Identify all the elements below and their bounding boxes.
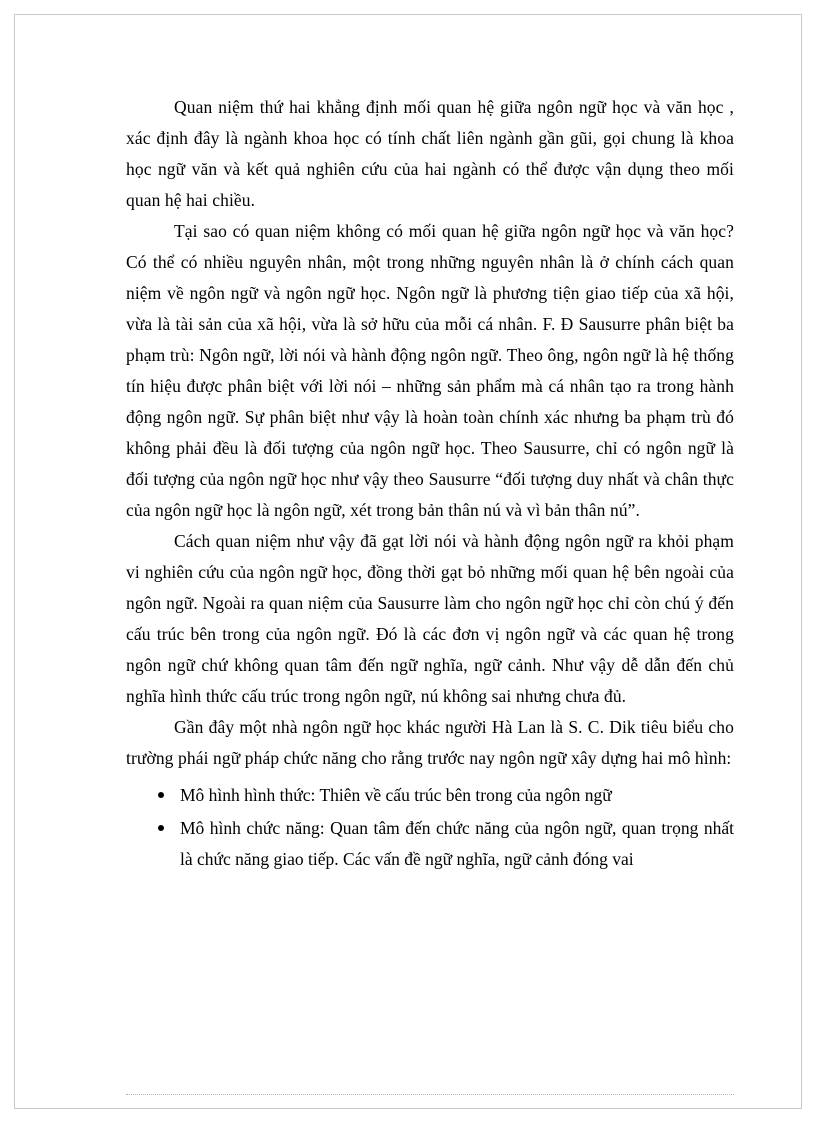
- paragraph-3: Cách quan niệm như vậy đã gạt lời nói và hành động ngôn ngữ ra khỏi phạm vi nghiên cứu của ngôn ngữ học, đồng thời gạt bỏ những mối quan hệ bên ngoài của ngôn ngữ. Ngoài ra quan niệm của Sausurre làm cho ngôn ngữ học chỉ còn chú ý đến cấu trúc bên trong của ngôn ngữ. Đó là các đơn vị ngôn ngữ và các quan hệ trong ngôn ngữ chứ không quan tâm đến ngữ nghĩa, ngữ cảnh. Như vậy dễ dẫn đến chủ nghĩa hình thức cấu trúc trong ngôn ngữ, nú không sai nhưng chưa đủ.: [126, 531, 734, 706]
- paragraph-1: Quan niệm thứ hai khẳng định mối quan hệ giữa ngôn ngữ học và văn học , xác định đây là ngành khoa học có tính chất liên ngành gần gũi, gọi chung là khoa học ngữ văn và kết quả nghiên cứu của hai ngành có thể được vận dụng theo mối quan hệ hai chiều.: [126, 97, 734, 210]
- paragraph-4: Gần đây một nhà ngôn ngữ học khác người Hà Lan là S. C. Dik tiêu biểu cho trường phái ngữ pháp chức năng cho rằng trước nay ngôn ngữ xây dựng hai mô hình:: [126, 717, 734, 768]
- document-body: [126, 92, 734, 877]
- footer-divider: [126, 1094, 734, 1095]
- bullet-dot-icon: [158, 825, 164, 831]
- list-item: [126, 780, 734, 811]
- list-item-text: Mô hình hình thức: Thiên về cấu trúc bên trong của ngôn ngữ: [180, 785, 612, 805]
- paragraph-2: Tại sao có quan niệm không có mối quan hệ giữa ngôn ngữ học và văn học? Có thể có nhiều nguyên nhân, một trong những nguyên nhân là ở chính cách quan niệm về ngôn ngữ và ngôn ngữ học. Ngôn ngữ là phương tiện giao tiếp của xã hội, vừa là tài sản của xã hội, vừa là sở hữu của mỗi cá nhân. F. Đ Sausurre phân biệt ba phạm trù: Ngôn ngữ, lời nói và hành động ngôn ngữ. Theo ông, ngôn ngữ là hệ thống tín hiệu được phân biệt với lời nói – những sản phẩm mà cá nhân tạo ra trong hành động ngôn ngữ. Sự phân biệt như vậy là hoàn toàn chính xác nhưng ba phạm trù đó không phải đều là đối tượng của ngôn ngữ học. Theo Sausurre, chỉ có ngôn ngữ là đối tượng của ngôn ngữ học như vậy theo Sausurre “đối tượng duy nhất và chân thực của ngôn ngữ học là ngôn ngữ, xét trong bản thân nú và vì bản thân nú”.: [126, 221, 734, 520]
- bullet-dot-icon: [158, 792, 164, 798]
- list-item-text: Mô hình chức năng: Quan tâm đến chức năng của ngôn ngữ, quan trọng nhất là chức năng giao tiếp. Các vấn đề ngữ nghĩa, ngữ cảnh đóng vai: [180, 818, 734, 869]
- bullet-list: [126, 780, 734, 875]
- list-item: [126, 813, 734, 875]
